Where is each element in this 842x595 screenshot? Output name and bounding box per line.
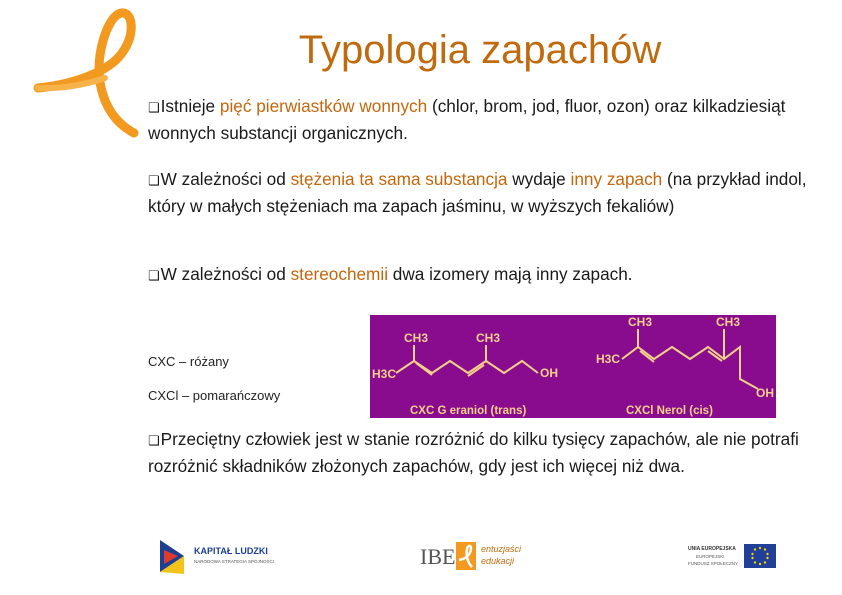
bullet-paragraph <box>148 427 828 478</box>
ibe-text: IBE <box>420 544 456 569</box>
bullet-marker-icon: ❑ <box>148 101 160 116</box>
eu-logo <box>688 544 784 574</box>
highlighted-text: stężenia ta sama substancja <box>290 169 508 189</box>
oh-label: OH <box>540 366 558 380</box>
note-cxc: CXC – różany <box>148 354 229 369</box>
paragraph-text: (na przykład indol, który w małych stężeniach ma zapach jaśminu, w wyższych fekaliów) <box>148 169 807 216</box>
paragraph-text: (chlor, brom, jod, fluor, ozon) oraz kilkadziesiąt wonnych substancji organicznych. <box>148 96 786 143</box>
bullet-marker-icon: ❑ <box>148 269 160 284</box>
bullet-paragraph <box>148 167 828 218</box>
paragraph-text: W zależności od <box>160 169 291 189</box>
nerol-caption: CXCl Nerol (cis) <box>626 405 713 417</box>
ibe-mark-icon <box>456 542 476 570</box>
highlighted-text: stereochemii <box>290 264 389 284</box>
eu-sub-2: FUNDUSZ SPOŁECZNY <box>688 561 739 566</box>
kapital-ludzki-title: KAPITAŁ LUDZKI <box>194 546 268 556</box>
paragraph-text: Istnieje <box>160 96 220 116</box>
ch3-label: CH3 <box>628 315 653 329</box>
kapital-ludzki-icon <box>158 536 188 576</box>
ibe-logo <box>420 538 540 574</box>
h3c-label: H3C <box>372 367 397 381</box>
paragraph-text: dwa izomery mają inny zapach. <box>388 264 633 284</box>
geraniol-caption: CXC G eraniol (trans) <box>410 405 527 417</box>
h3c-label: H3C <box>596 352 621 366</box>
oh-label: OH <box>756 386 774 400</box>
orange-e-logo <box>30 5 150 140</box>
page-title: Typologia zapachów <box>298 28 662 72</box>
ch3-label: CH3 <box>404 331 429 345</box>
eu-flag-icon <box>744 544 776 568</box>
chemical-structures-image <box>370 315 776 418</box>
ch3-label: CH3 <box>716 315 741 329</box>
ibe-sub-2: edukacji <box>481 556 515 566</box>
bullet-marker-icon: ❑ <box>148 174 160 189</box>
ch3-label: CH3 <box>476 331 501 345</box>
paragraph-text: W zależności od <box>160 264 291 284</box>
ibe-sub-1: entuzjaści <box>481 544 522 554</box>
highlighted-text: inny zapach <box>570 169 663 189</box>
bullet-paragraph <box>148 262 828 289</box>
highlighted-text: pięć pierwiastków wonnych <box>219 96 428 116</box>
paragraph-text: wydaje <box>507 169 571 189</box>
paragraph-text: Przeciętny człowiek jest w stanie rozróżnić do kilku tysięcy zapachów, ale nie potrafi rozróżnić składników złożonych zapachów, gdy jest ich więcej niż dwa. <box>148 429 799 476</box>
bullet-paragraph <box>148 94 828 145</box>
eu-title: UNIA EUROPEJSKA <box>688 546 736 552</box>
bullet-marker-icon: ❑ <box>148 434 160 449</box>
footer-logos <box>0 530 842 590</box>
kapital-ludzki-logo <box>158 536 288 576</box>
note-cxcl: CXCl – pomarańczowy <box>148 388 281 403</box>
kapital-ludzki-subtitle: NARODOWA STRATEGIA SPÓJNOŚCI <box>194 559 275 564</box>
eu-sub-1: EUROPEJSKI <box>696 554 725 559</box>
